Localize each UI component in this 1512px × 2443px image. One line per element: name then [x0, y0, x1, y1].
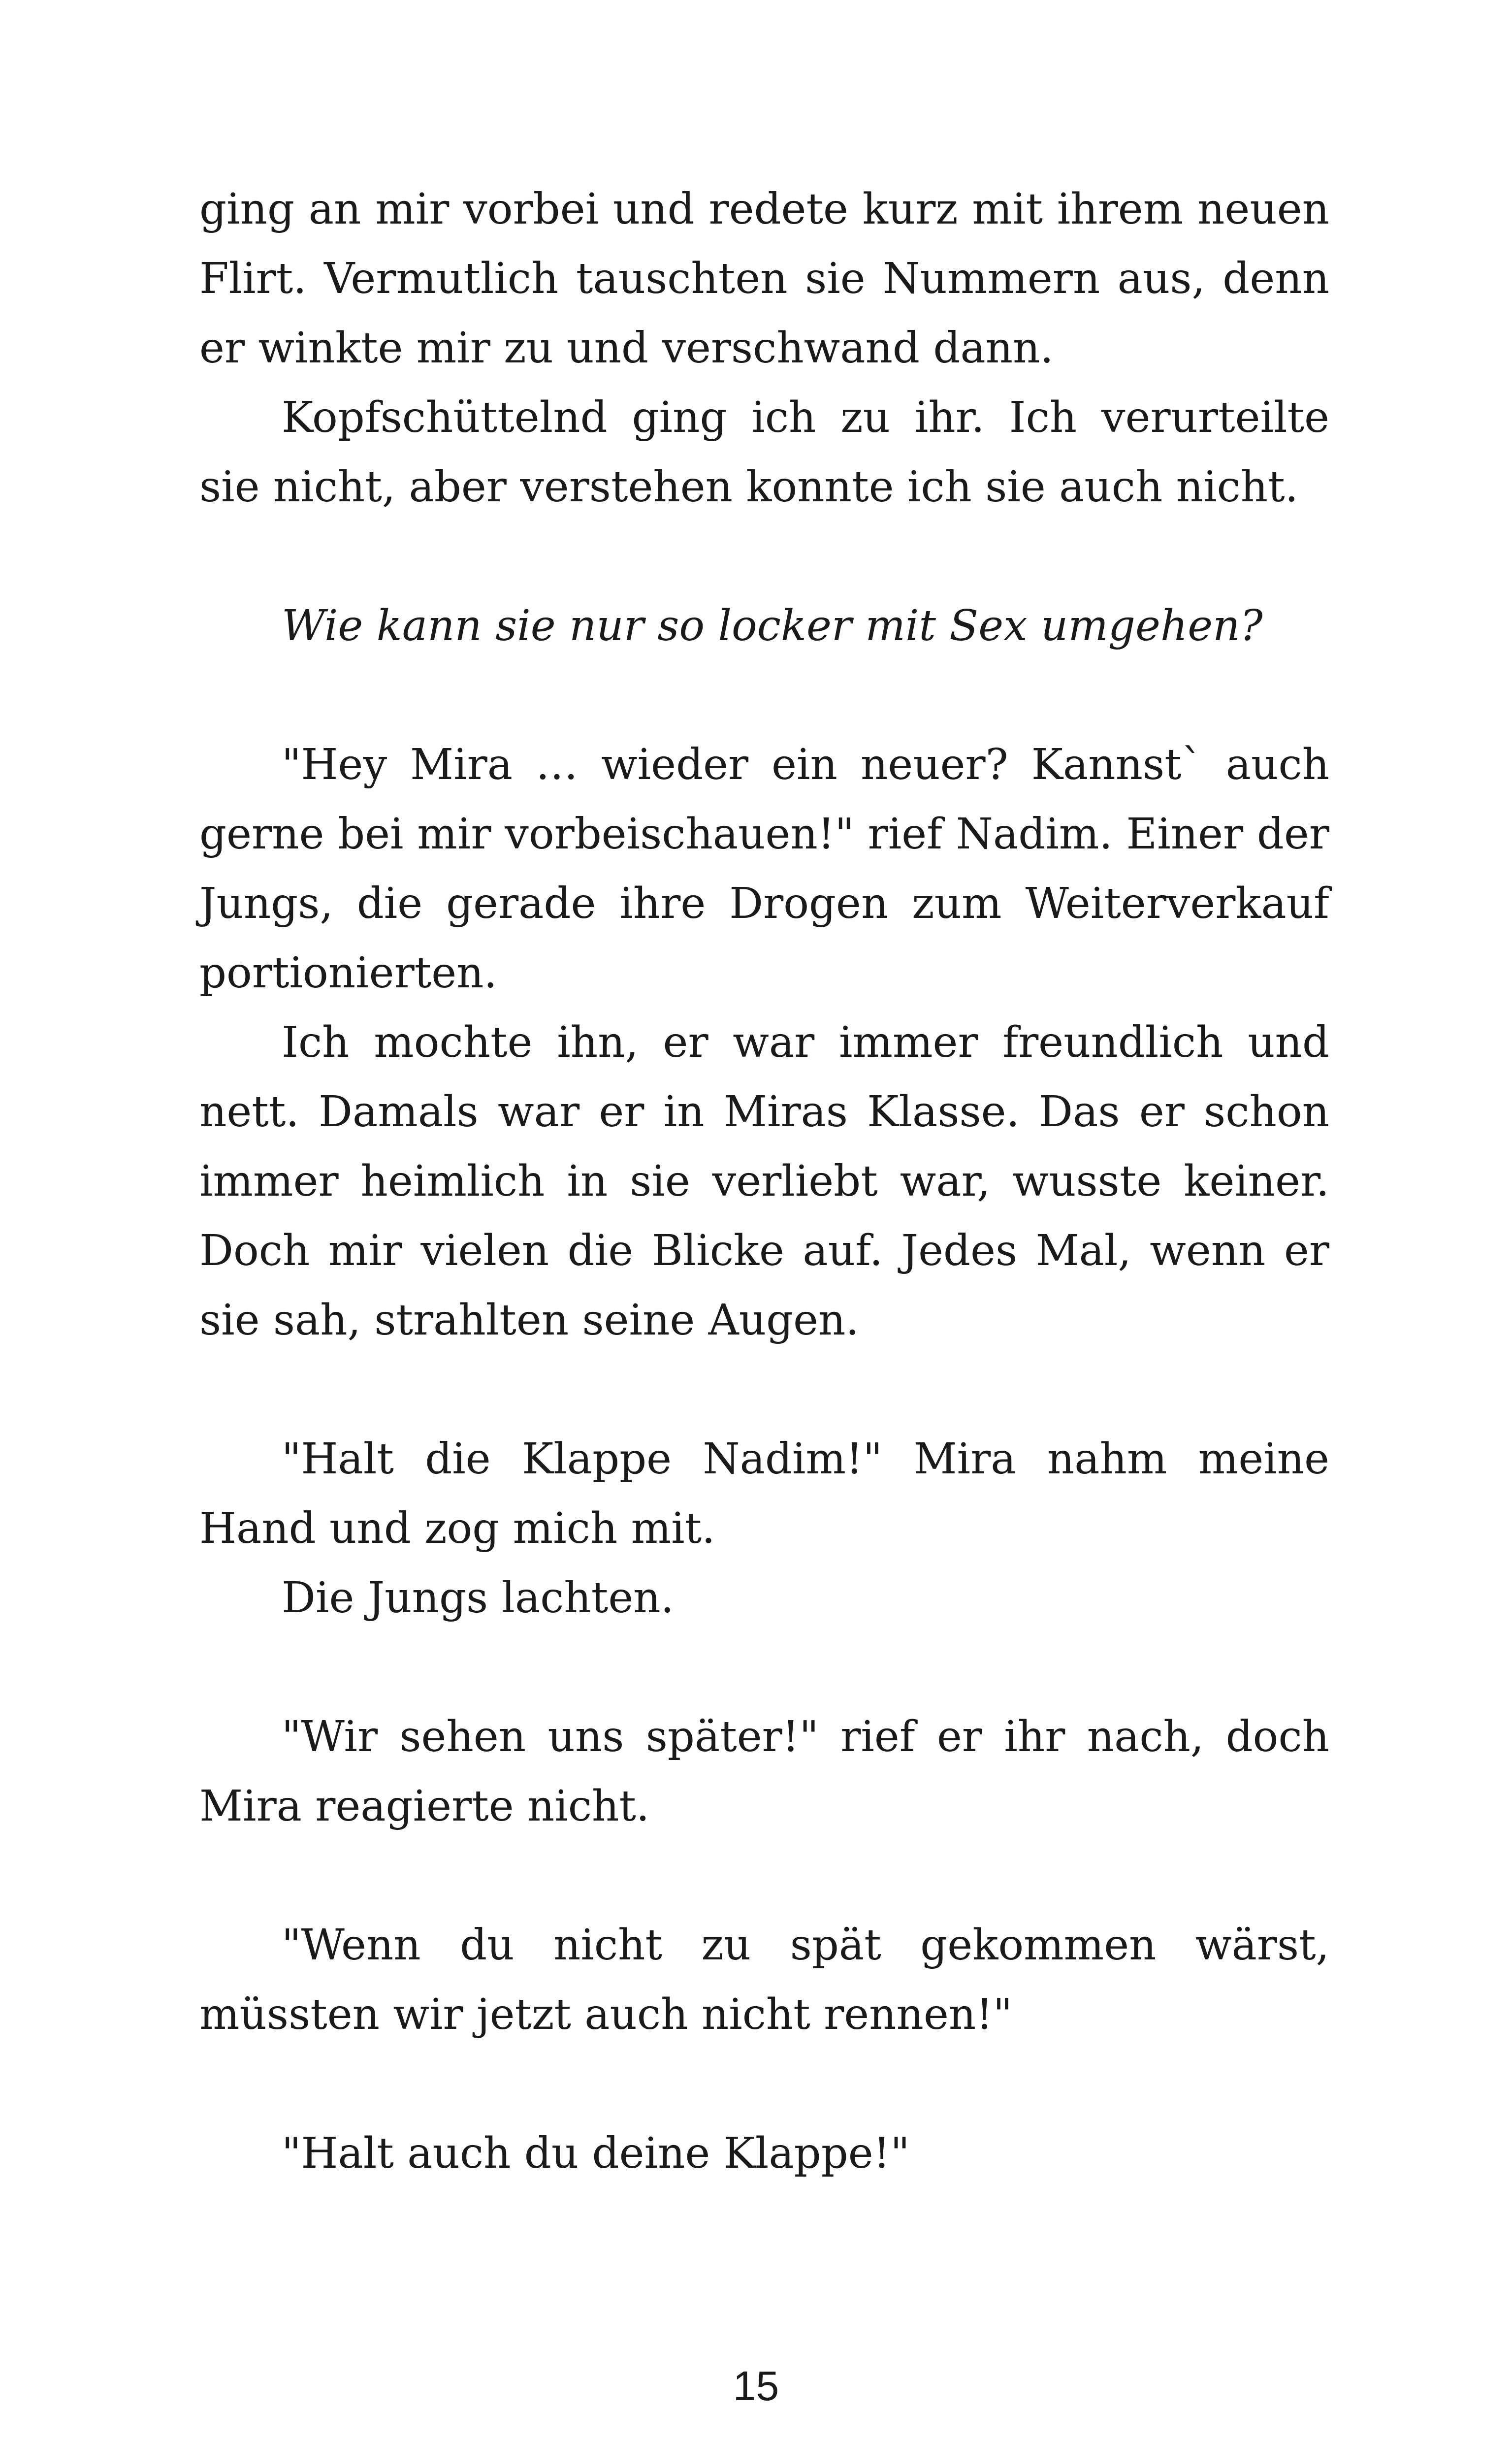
paragraph-5: Ich mochte ihn, er war immer freundlich und nett. Damals war er in Miras Klasse. Das er schon immer heimlich in sie verliebt war, wusste keiner. Doch mir vielen die Blicke auf. Jedes Mal, wenn er sie sah, strahlten seine Augen. — [199, 1018, 1329, 1345]
paragraph-7: Die Jungs lachten. — [282, 1573, 674, 1623]
paragraph-9: "Wenn du nicht zu spät gekommen wärst, müssten wir jetzt auch nicht rennen!" — [199, 1921, 1329, 2039]
paragraph-2: Kopfschüttelnd ging ich zu ihr. Ich verurteilte sie nicht, aber verstehen konnte ich sie auch nicht. — [199, 393, 1329, 512]
page-number: 15 — [733, 2363, 779, 2409]
page-body-text — [199, 175, 1329, 2188]
paragraph-1: ging an mir vorbei und redete kurz mit ihrem neuen Flirt. Vermutlich tauschten sie Nummern aus, denn er winkte mir zu und verschwand dann. — [199, 185, 1329, 373]
paragraph-3-thought: Wie kann sie nur so locker mit Sex umgehen? — [282, 601, 1263, 651]
paragraph-10: "Halt auch du deine Klappe!" — [282, 2129, 910, 2178]
paragraph-6: "Halt die Klappe Nadim!" Mira nahm meine Hand und zog mich mit. — [199, 1434, 1329, 1553]
paragraph-4: "Hey Mira … wieder ein neuer? Kannst` auch gerne bei mir vorbeischauen!" rief Nadim. Einer der Jungs, die gerade ihre Drogen zum Weiterverkauf portionierten. — [199, 740, 1329, 998]
paragraph-8: "Wir sehen uns später!" rief er ihr nach, doch Mira reagierte nicht. — [199, 1712, 1329, 1831]
